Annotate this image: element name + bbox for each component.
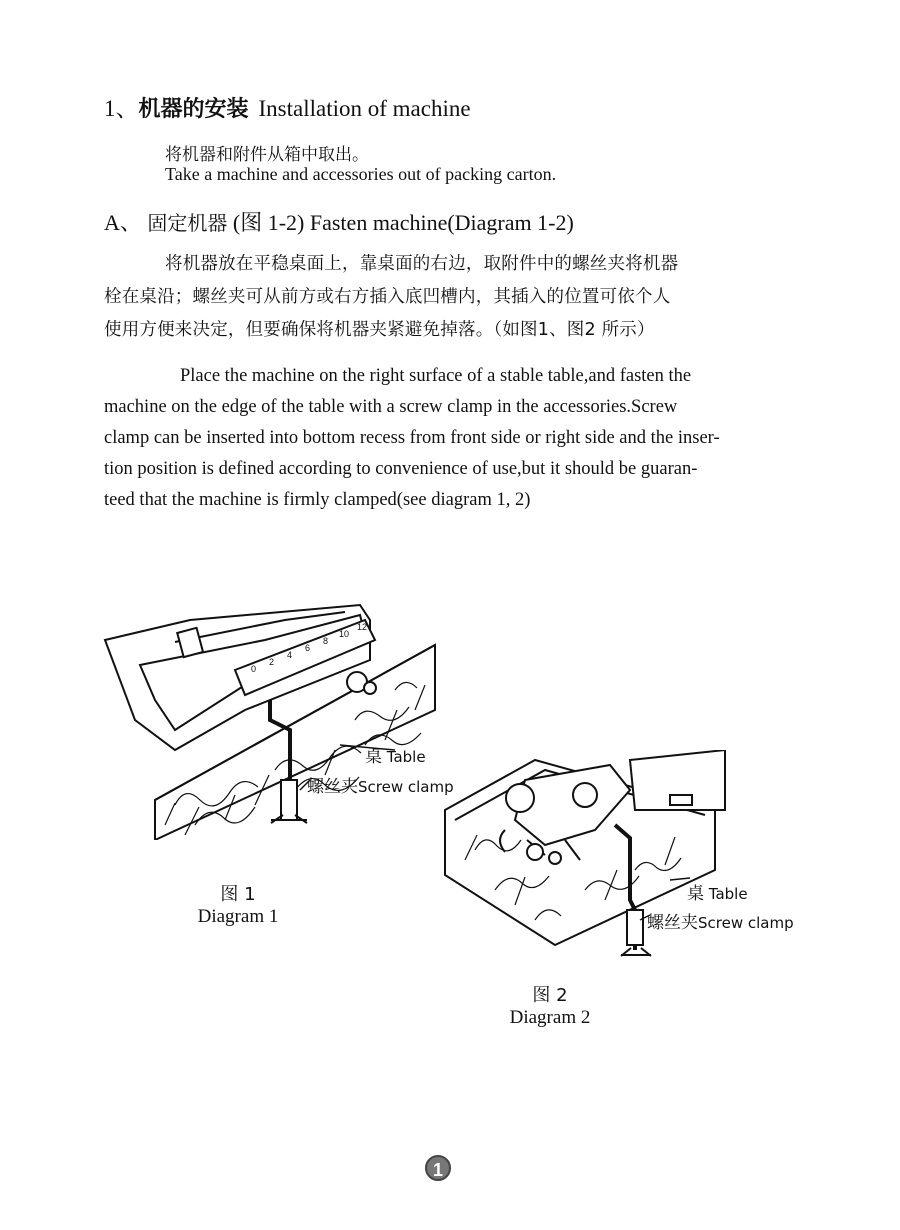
table-label-en: Table	[708, 885, 748, 903]
section-heading	[104, 90, 471, 123]
diagram-2-clamp-label	[647, 908, 794, 933]
body-en-line-1: Place the machine on the right surface of a stable table,and fasten the	[180, 366, 692, 386]
diagram-2-illustration	[435, 750, 735, 970]
body-en-line-4: tion position is defined according to convenience of use,but it should be guaran-	[104, 459, 698, 479]
diagram-1-clamp-label	[307, 772, 454, 797]
body-zh-line-2: 栓在桌沿；螺丝夹可从前方或右方插入底凹槽内，其插入的位置可依个人	[104, 287, 671, 307]
subsection-letter: A、	[104, 210, 142, 235]
table-label-zh: 桌	[365, 747, 382, 767]
scale-tick-10: 10	[339, 629, 350, 639]
diagram-1-caption	[188, 880, 288, 928]
section-title-zh: 机器的安装	[138, 97, 249, 122]
diagram-1-table-label	[365, 742, 426, 767]
clamp-label-en: Screw clamp	[358, 778, 454, 796]
diagram-1-caption-en: Diagram 1	[197, 906, 279, 927]
diagram-1-caption-zh: 图 1	[220, 884, 256, 905]
diagram-2-caption	[500, 981, 600, 1029]
clamp-label-zh: 螺丝夹	[647, 913, 698, 933]
diagram-2-caption-en: Diagram 2	[509, 1007, 591, 1028]
clamp-label-zh: 螺丝夹	[307, 777, 358, 797]
scale-tick-6: 6	[305, 643, 311, 653]
scale-tick-4: 4	[287, 650, 293, 660]
scale-tick-8: 8	[323, 636, 329, 646]
diagram-2-caption-zh: 图 2	[532, 985, 568, 1006]
subsection-ref-en: (Diagram 1-2)	[447, 210, 574, 235]
subsection-title-en: Fasten machine	[309, 210, 448, 235]
subsection-ref-zh: (图 1-2)	[232, 210, 305, 235]
section-title-en: Installation of machine	[258, 96, 471, 121]
clamp-label-en: Screw clamp	[698, 914, 794, 932]
scale-ticks	[245, 620, 385, 680]
body-zh-line-1: 将机器放在平稳桌面上，靠桌面的右边，取附件中的螺丝夹将机器	[165, 254, 679, 274]
page-number: 1	[425, 1155, 451, 1181]
table-label-zh: 桌	[687, 884, 704, 904]
body-zh-line-3: 使用方便来决定，但要确保将机器夹紧避免掉落。（如图1、图2 所示）	[104, 320, 655, 340]
body-en-line-2: machine on the edge of the table with a screw clamp in the accessories.Screw	[104, 397, 678, 417]
subsection-title-zh: 固定机器	[147, 211, 228, 235]
diagram-2-table-label	[687, 879, 748, 904]
scale-tick-2: 2	[269, 657, 275, 667]
body-en-line-3: clamp can be inserted into bottom recess from front side or right side and the inser-	[104, 428, 720, 448]
intro-text-en: Take a machine and accessories out of packing carton.	[165, 164, 557, 184]
scale-tick-12: 12	[357, 622, 368, 632]
scale-tick-0: 0	[251, 664, 257, 674]
table-label-en: Table	[386, 748, 426, 766]
body-en-line-5: teed that the machine is firmly clamped(see diagram 1, 2)	[104, 490, 531, 510]
subsection-heading	[104, 206, 574, 237]
intro-text-zh: 将机器和附件从箱中取出。	[165, 145, 369, 165]
section-number: 1、	[104, 96, 139, 121]
